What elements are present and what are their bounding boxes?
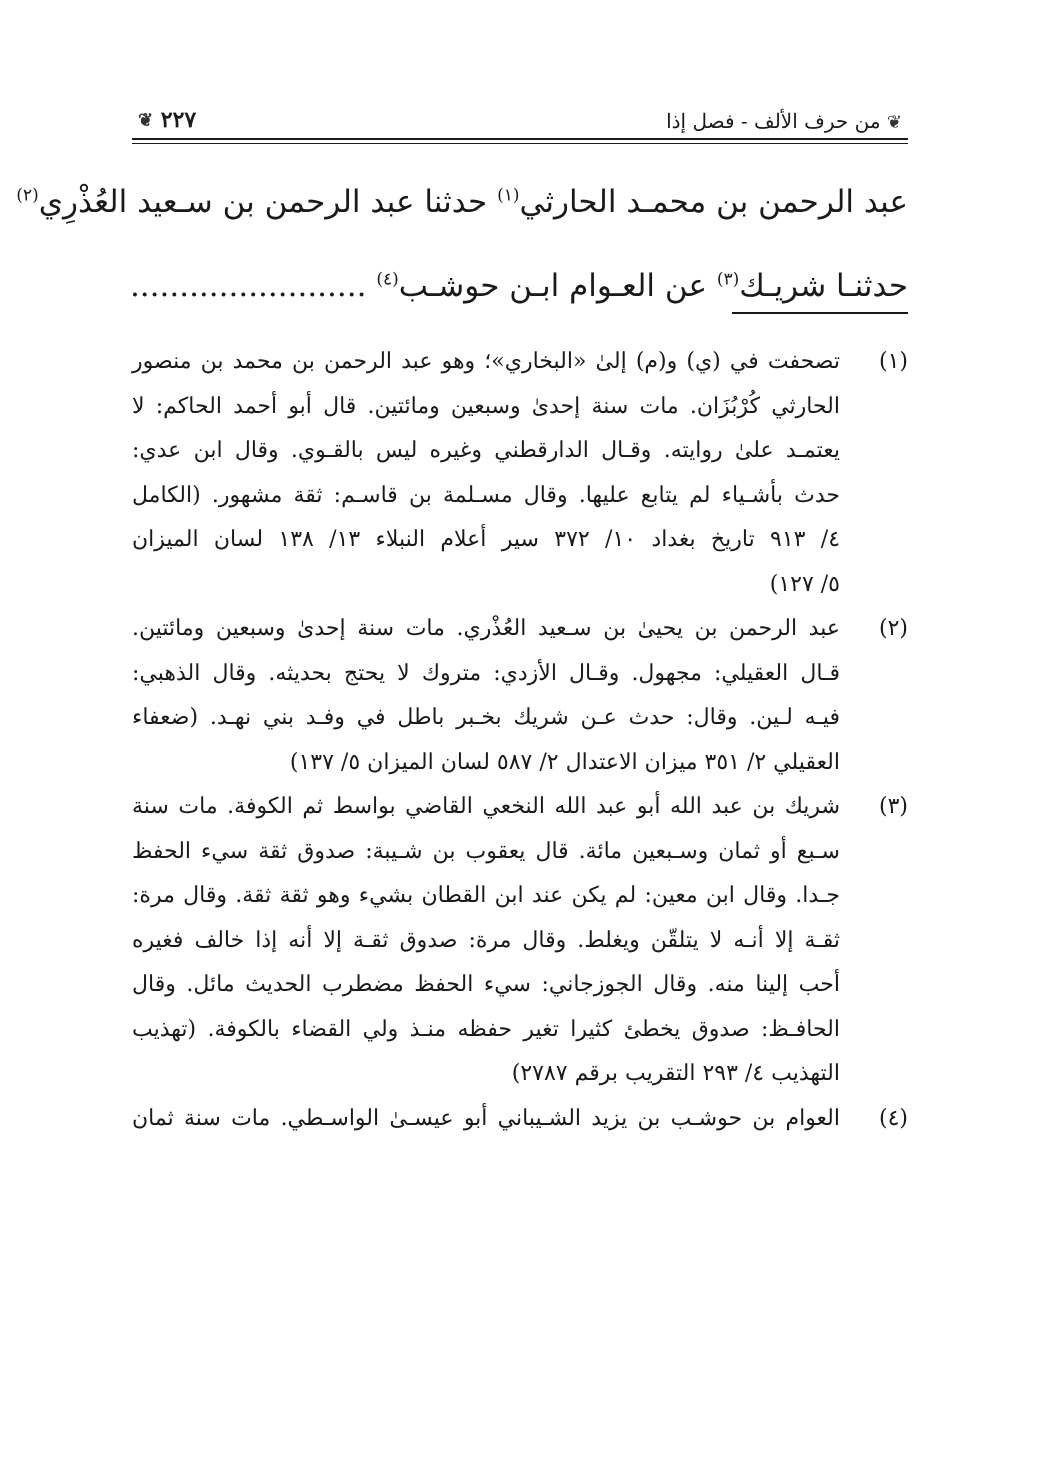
footnote-line: التهذيب ٤/ ٢٩٣ التقريب برقم ٢٧٨٧) [511,1061,840,1086]
footnote-line: عبد الرحمن بن يحيىٰ بن سـعيد العُذْري. مات سنة إحدىٰ وسبعين ومائتين. [132,616,840,641]
footnote-number: (١) [878,349,908,374]
footnote [132,1097,908,1142]
continuation-dots: ........................ [129,268,377,304]
footnote-number: (٢) [878,616,908,641]
footnote-line: الحافـظ: صدوق يخطئ كثيرا تغير حفظه منـذ ولي القضاء بالكوفة. (تهذيب [132,1016,840,1042]
footnote-separator [732,312,908,314]
text-segment: عن العـوام ابـن حوشـب [398,268,717,304]
footnote-line: الحارثي كُرْبُزَان. مات سنة إحدىٰ وسبعين ومائتين. قال أبو أحمد الحاكم: لا [132,393,840,419]
header-divider [132,138,908,140]
footnote-line: ثقـة إلا أنـه لا يتلقّن ويغلط. وقال مرة: صدوق ثقـة إلا أنه إذا خالف فغيره [132,927,840,953]
main-text-line [16,160,908,244]
footnote-line: حدث بأشـياء لم يتابع عليها. وقال مسـلمة بن قاسـم: ثقة مشهور. (الكامل [132,482,840,508]
footnote-line: فيـه لـين. وقال: حدث عـن شريك بخـبر باطل في وفـد بني نهـد. (ضعفاء [132,705,840,730]
page-number-text: ٢٢٧ [160,107,197,133]
ornament-icon: ❦ [138,110,154,131]
ornament-icon: ❦ [886,111,902,133]
main-text [16,160,908,328]
footnote-ref[interactable]: (٤) [376,269,399,290]
footnote-ref[interactable]: (٣) [716,269,740,290]
footnotes [132,340,908,1141]
footnote-line: العقيلي ٢/ ٣٥١ ميزان الاعتدال ٢/ ٥٨٧ لسان الميزان ٥/ ١٣٧) [289,749,840,775]
page-number [138,106,196,135]
text-segment: حدثنا عبد الرحمن بن سـعيد العُذْرِي [38,184,498,220]
footnote-line: يعتمـد علىٰ روايته. وقـال الدارقطني وغيره ليس بالقـوي. وقال ابن عدي: [132,438,840,463]
footnote [132,785,908,1097]
footnote-number: (٣) [878,794,908,819]
footnote-line: ٥/ ١٢٧) [769,571,840,597]
text-segment: حدثنـا شريـك [739,268,908,304]
running-header [132,102,908,142]
footnote-ref[interactable]: (١) [497,185,520,206]
footnote-line: العوام بن حوشـب بن يزيد الشـيباني أبو عيسـىٰ الواسـطي. مات سنة ثمان [132,1105,840,1131]
footnote [132,607,908,785]
footnote-ref[interactable]: (٢) [16,185,39,206]
footnote [132,340,908,607]
footnote-line: تصحفت في (ي) و(م) إلىٰ «البخاري»؛ وهو عبد الرحمن بن محمد بن منصور [132,349,840,374]
chapter-title-text: من حرف الألف - فصل إذا [666,109,881,133]
footnote-number: (٤) [878,1105,908,1131]
footnote-line: سـبع أو ثمان وسـبعين مائة. قال يعقوب بن شـيبة: صدوق ثقة سيء الحفظ [132,838,840,864]
footnote-line: شريك بن عبد الله أبو عبد الله النخعي القاضي بواسط ثم الكوفة. مات سنة [132,794,840,819]
text-segment: عبد الرحمن بن محمـد الحارثي [519,184,908,220]
footnote-line: قـال العقيلي: مجهول. وقـال الأزدي: متروك لا يحتج بحديثه. وقال الذهبي: [132,660,840,686]
chapter-title [666,108,902,136]
footnote-line: جـدا. وقال ابن معين: لم يكن عند ابن القطان بشيء وهو ثقة ثقة. وقال مرة: [132,883,840,908]
footnote-line: ٤/ ٩١٣ تاريخ بغداد ١٠/ ٣٧٢ سير أعلام النبلاء ١٣/ ١٣٨ لسان الميزان [132,527,841,552]
main-text-line [129,244,908,328]
footnote-line: أحب إلينا منه. وقال الجوزجاني: سيء الحفظ مضطرب الحديث مائل. وقال [132,972,840,997]
